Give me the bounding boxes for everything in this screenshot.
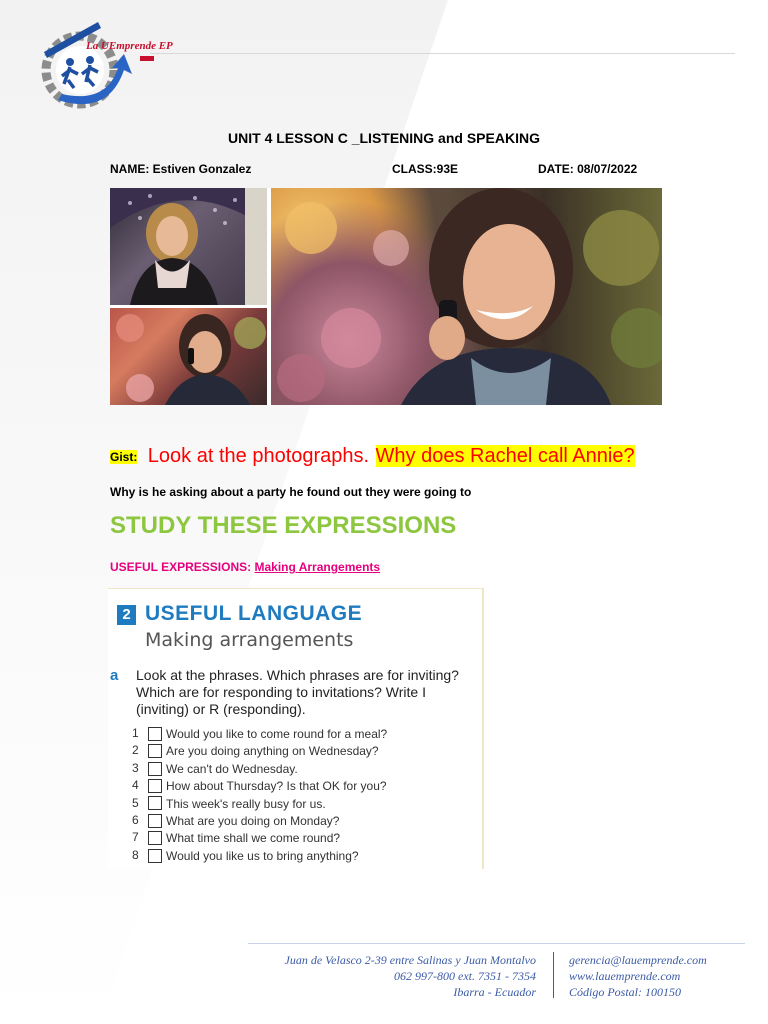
answer-checkbox[interactable] bbox=[148, 849, 162, 863]
answer-checkbox[interactable] bbox=[148, 762, 162, 776]
footer-postal-code: Código Postal: 100150 bbox=[569, 985, 682, 999]
photo-annie-small bbox=[110, 308, 267, 405]
gist-prompt: Look at the photographs. bbox=[147, 445, 370, 467]
answer-checkbox[interactable] bbox=[148, 779, 162, 793]
textbook-excerpt bbox=[108, 588, 484, 869]
header-rule bbox=[150, 53, 735, 54]
section-subheading: Making arrangements bbox=[145, 629, 354, 651]
photo-annie-large bbox=[271, 188, 662, 405]
useful-expressions-line bbox=[110, 560, 380, 574]
section-heading: USEFUL LANGUAGE bbox=[145, 602, 363, 625]
gist-label: Gist: bbox=[110, 449, 138, 464]
answer-checkbox[interactable] bbox=[148, 727, 162, 741]
lesson-photographs bbox=[110, 188, 662, 405]
list-item: 1 Would you like to come round for a meal? bbox=[132, 726, 388, 741]
phrase-list bbox=[132, 726, 387, 865]
footer-phone: 062 997-800 ext. 7351 - 7354 bbox=[394, 969, 536, 983]
list-item: 8 Would you like us to bring anything? bbox=[132, 847, 359, 863]
footer-contact bbox=[569, 952, 707, 1000]
footer-address bbox=[230, 952, 536, 1000]
useful-expressions-label: USEFUL EXPRESSIONS: bbox=[110, 560, 252, 574]
student-date: DATE: 08/07/2022 bbox=[538, 162, 638, 176]
footer-divider bbox=[553, 952, 554, 998]
student-class: CLASS:93E bbox=[392, 162, 459, 176]
gist-question-line bbox=[110, 445, 635, 468]
footer-website[interactable]: www.lauemprende.com bbox=[569, 969, 681, 983]
footer-email[interactable]: gerencia@lauemprende.com bbox=[569, 953, 707, 967]
answer-checkbox[interactable] bbox=[148, 814, 162, 828]
gist-question: Why does Rachel call Annie? bbox=[375, 445, 635, 467]
list-item: 4 How about Thursday? Is that OK for you? bbox=[132, 778, 387, 793]
exercise-instruction: Look at the phrases. Which phrases are for inviting? Which are for responding to invitations? Write I (inviting) or R (responding). bbox=[136, 667, 459, 717]
student-name: NAME: Estiven Gonzalez bbox=[110, 162, 252, 176]
list-item: 2 Are you doing anything on Wednesday? bbox=[132, 743, 379, 759]
logo-text: La UEmprende EP bbox=[86, 40, 173, 52]
page-title: UNIT 4 LESSON C _LISTENING and SPEAKING bbox=[228, 130, 540, 146]
answer-checkbox[interactable] bbox=[148, 796, 162, 810]
footer-city: Ibarra - Ecuador bbox=[453, 985, 536, 999]
footer-address-line: Juan de Velasco 2-39 entre Salinas y Juan Montalvo bbox=[284, 953, 536, 967]
answer-checkbox[interactable] bbox=[148, 831, 162, 845]
making-arrangements-link[interactable]: Making Arrangements bbox=[254, 560, 381, 574]
list-item: 7 What time shall we come round? bbox=[132, 830, 341, 846]
list-item: 5 This week's really busy for us. bbox=[132, 795, 326, 811]
exercise-letter: a bbox=[110, 667, 119, 684]
list-item: 3 We can't do Wednesday. bbox=[132, 760, 298, 776]
section-number: 2 bbox=[117, 605, 136, 625]
company-logo bbox=[38, 18, 163, 114]
answer-checkbox[interactable] bbox=[148, 744, 162, 758]
study-heading: STUDY THESE EXPRESSIONS bbox=[110, 512, 457, 539]
footer-rule bbox=[248, 943, 745, 944]
photo-rachel-umbrella bbox=[110, 188, 267, 305]
gist-answer: Why is he asking about a party he found out they were going to bbox=[110, 485, 472, 499]
list-item: 6 What are you doing on Monday? bbox=[132, 812, 340, 828]
